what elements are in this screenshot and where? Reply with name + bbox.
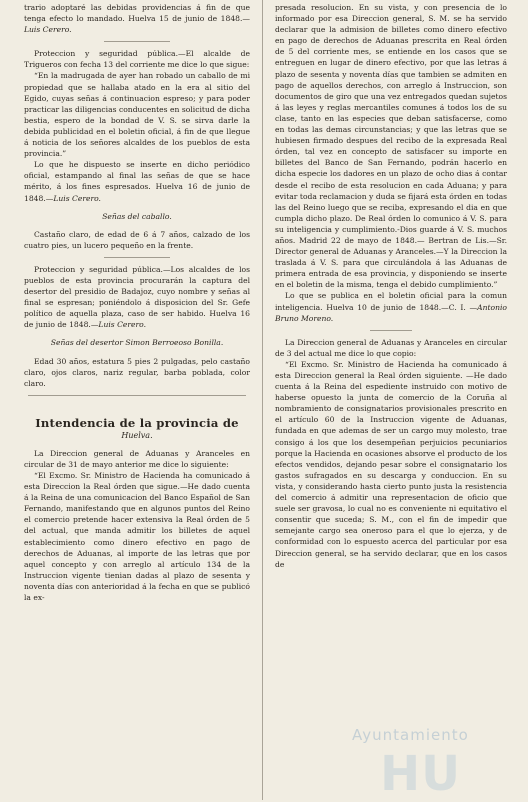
quote-paragraph: “En la madrugada de ayer han robado un caballo de mi propiedad que se hallaba atado en la era al sitio del Egido, cuyas señas á continuacion espreso; y para poder practicar las diligencias conducentes en solicitud de dicha bestia, espero de la bondad de V. S. se sirva darle la debida publicidad en el boletin oficial, á fin de que llegue á noticia de los señores alcaldes de los pueblos de esta provincia.” <box>24 71 250 159</box>
signature: Antonio Bruno Moreno. <box>275 302 507 323</box>
quote-paragraph: “El Excmo. Sr. Ministro de Hacienda ha comunicado á esta Direccion la Real órden que sigue.—He dado cuenta á la Reina de una comunicacion del Banco Español de San Fernando, manifestando que en algunos puntos del Reino el comercio pretende hacer extensiva la Real órden de 5 del actual, que manda admitir los billetes de aquel establecimiento como dinero efectivo en pago de derechos de Aduanas, al importe de las letras que por aquel concepto y con arreglo al artículo 134 de la Instruccion vigente tienian dadas al plazo de sesenta y noventa días con anterioridad á la fecha en que se publicó la ex- <box>24 471 250 603</box>
watermark-logo: HU <box>380 746 462 802</box>
right-column <box>275 2 507 570</box>
paragraph: La Direccion general de Aduanas y Aranceles en circular de 3 del actual me dice lo que copio: <box>275 337 507 358</box>
divider <box>28 395 246 396</box>
subheading: Señas del desertor Simon Berroeoso Bonilla. <box>50 338 224 348</box>
paragraph: presada resolucion. En su vista, y con presencia de lo informado por esa Direccion general, S. M. se ha servido declarar que la admision de billetes como dinero efectivo en pago de derechos de Aduanas prescrita en Real órden de 5 del corriente mes, se entiende en los casos que se entreguen en lugar de dinero efectivo, por que las letras á plazo de sesenta y noventa días que tambien se admiten en pago de aquellos derechos, con arreglo á Instruccion, son documentos de giro que una vez entregados quedan sujetos á las leyes y reglas mercantiles comunes á todos los de su clase, tanto en las especies que deban satisfacerse, como en todas las demas circunstancias; y que las letras que se hubiesen firmado despues del recibo de la expresada Real órden, tal vez en concepto de satisfacer su importe en billetes del Banco de San Fernando, podrán hacerlo en dicha especie los dadores en un plazo de ocho dias á contar desde el recibo de esta resolucion en cada Aduana; y para evitar toda reclamacion y duda se fijará esta órden en todas las del Reino luego que se reciba, expresando el dia en que cumpla dicho plazo. De Real órden lo comunico á V. S. para su inteligencia y cumplimiento.-Dios guarde á V. S. muchos años. Madrid 22 de mayo de 1848.— Bertran de Lis.—Sr. Director general de Aduanas y Aranceles.—Y la Direccion la traslada á V. S. para que circulándola á las Aduanas de primera entrada de esa provincia, y disponiendo se inserte en el boletin de la misma, tenga el debido cumplimiento.” <box>275 3 507 290</box>
paragraph: trario adoptaré las debidas providencias á fin de que tenga efecto lo mandado. Huelva 15 de junio de 1848.—Luis Cerero. <box>24 3 250 35</box>
section-title: Intendencia de la provincia de <box>35 415 239 430</box>
section-subtitle: Huelva. <box>121 430 153 440</box>
signature: Luis Cerero. <box>53 193 101 203</box>
paragraph: Proteccion y seguridad pública.—El alcalde de Trigueros con fecha 13 del corriente me dice lo que sigue: <box>24 49 250 70</box>
paragraph: Castaño claro, de edad de 6 á 7 años, calzado de los cuatro pies, un lucero pequeño en la frente. <box>24 229 250 250</box>
signature: Luis Cerero. <box>24 25 72 35</box>
divider <box>104 257 170 258</box>
paragraph: Lo que he dispuesto se inserte en dicho periódico oficial, estampando al final las señas de que se hace mérito, á los fines espresados. Huelva 16 de junio de 1848.—Luis Cerero. <box>24 160 250 203</box>
paragraph: Edad 30 años, estatura 5 pies 2 pulgadas, pelo castaño claro, ojos claros, nariz regular, barba poblada, color claro. <box>24 356 250 388</box>
paragraph: La Direccion general de Aduanas y Aranceles en circular de 31 de mayo anterior me dice lo siguiente: <box>24 448 250 469</box>
divider <box>104 41 170 42</box>
paragraph: Lo que se publica en el boletin oficial para la comun inteligencia. Huelva 10 de junio de 1848.—C. I. —Antonio Bruno Moreno. <box>275 291 507 323</box>
signature: Luis Cerero. <box>98 320 147 330</box>
subheading: Señas del caballo. <box>102 211 172 221</box>
library-watermark <box>352 726 469 802</box>
column-rule <box>262 0 263 800</box>
divider <box>370 330 412 331</box>
watermark-text: Ayuntamiento <box>352 726 469 744</box>
left-column <box>24 2 250 603</box>
quote-paragraph: “El Excmo. Sr. Ministro de Hacienda ha comunicado á esta Direccion general la Real órden siguiente. —He dado cuenta á la Reina del espediente instruido con motivo de haberse opuesto la junta de comercio de la Coruña al nombramiento de consignatarios provisionales prescrito en el artículo 60 de la Instruccion vigente de Aduanas, fundada en que ademas de ser un cargo muy molesto, trae consigo á los que los desempeñan perjuicios pecuniarios porque la Hacienda en ocasiones absorve el producto de los efectos vendidos, dejando pesar sobre el consignatario los gastos sufragados en su descarga y conduccion. En su vista, y considerando hasta cierto punto justa la resistencia del comercio á admitir una representacion de oficio que suele ser gravosa, lo cual no es conveniente ni equitativo el consentir que suceda; S. M., con el fin de impedir que semejante cargo sea oneroso para el que lo ejerza, y de conformidad con lo espuesto acerca del particular por esa Direccion general, se ha servido declarar, que en los casos de <box>275 359 507 569</box>
paragraph: Proteccion y seguridad pública.—Los alcaldes de los pueblos de esta provincia procurarán la captura del desertor del presidio de Badajoz, cuyo nombre y señas al final se espresan; poniéndolo á disposicion del Sr. Gefe político de aquella plaza, caso de ser habido. Huelva 16 de junio de 1848.—Luis Cerero. <box>24 264 250 330</box>
